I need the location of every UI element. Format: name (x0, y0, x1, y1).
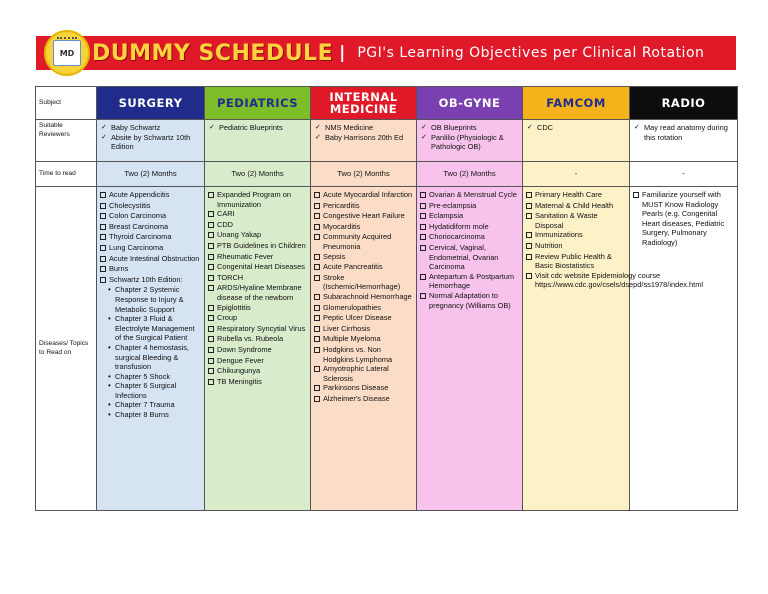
md-notebook-logo (44, 30, 90, 76)
reviewer-text: Absite by Schwartz 10th Edition (111, 132, 191, 152)
topic-item (314, 334, 413, 345)
topic-item (420, 201, 519, 212)
page-subtitle: PGI's Learning Objectives per Clinical Rotation (357, 45, 705, 61)
checkbox-icon (314, 222, 323, 233)
topic-text: TORCH (217, 272, 244, 282)
topic-text: Multiple Myeloma (323, 334, 381, 344)
checkbox-icon (420, 272, 429, 291)
topic-text: Immunizations (535, 230, 583, 240)
topic-text: Rubella vs. Rubeola (217, 334, 284, 344)
reviewers-row-label: Suitable Reviewers (36, 120, 97, 162)
topic-text: Parkinsons Disease (323, 383, 389, 393)
checkmark-icon: ✓ (101, 123, 107, 131)
internal-medicine-reviewers (311, 120, 417, 162)
topic-item (100, 264, 201, 275)
topic-text: Cholecystitis (109, 200, 151, 210)
checkbox-icon (314, 364, 323, 383)
topic-text: TB Meningitis (217, 376, 262, 386)
subtopic-item (100, 343, 201, 372)
header-famcom: FAMCOM (523, 87, 630, 120)
topic-item (208, 273, 307, 284)
checkbox-icon (526, 201, 535, 212)
bullet-icon: • (108, 381, 111, 391)
topic-item (526, 190, 626, 201)
topic-text: Subarachnoid Hemorrhage (323, 291, 412, 301)
bullet-icon: • (108, 285, 111, 295)
topic-item (420, 211, 519, 222)
topic-item (100, 254, 201, 265)
topic-text: Schwartz 10th Edition: (109, 274, 183, 284)
topic-item (314, 190, 413, 201)
topic-item (314, 303, 413, 314)
checkmark-icon: ✓ (101, 132, 107, 141)
checkbox-icon (420, 232, 429, 243)
topic-text: Amyotrophic Lateral Sclerosis (323, 364, 389, 383)
topic-item (420, 291, 519, 310)
reviewer-text: Baby Harrisons 20th Ed (325, 132, 404, 142)
reviewer-item (315, 133, 413, 143)
checkbox-icon (208, 356, 217, 367)
checkbox-icon (314, 232, 323, 251)
topic-text: Review Public Health & Basic Biostatistics (535, 251, 612, 271)
topic-item (208, 366, 307, 377)
topic-item (208, 334, 307, 345)
topic-item (208, 241, 307, 252)
checkbox-icon (420, 243, 429, 272)
checkbox-icon (208, 303, 217, 314)
checkbox-icon (420, 201, 429, 212)
topic-item (208, 303, 307, 314)
checkbox-icon (100, 264, 109, 275)
topic-text: PTB Guidelines in Children (217, 240, 306, 250)
topic-text: Stroke (Ischemic/Hemorrhage) (323, 272, 401, 292)
topic-text: Nutrition (535, 240, 563, 250)
checkbox-icon (526, 241, 535, 252)
topic-item (314, 394, 413, 405)
checkbox-icon (208, 283, 217, 302)
ob-gyne-time: Two (2) Months (417, 162, 523, 187)
time-row (36, 162, 738, 187)
checkbox-icon (208, 209, 217, 220)
checkbox-icon (526, 230, 535, 241)
topic-text: Respiratory Syncytial Virus (217, 323, 306, 333)
topic-item (420, 243, 519, 272)
topic-text: CARI (217, 209, 235, 219)
checkbox-icon (314, 303, 323, 314)
logo-text: MD (59, 48, 75, 58)
checkbox-icon (208, 262, 217, 273)
topic-text: Colon Carcinoma (109, 211, 167, 221)
ob-gyne-topics (417, 187, 523, 511)
checkbox-icon (314, 334, 323, 345)
bullet-icon: • (108, 371, 111, 381)
subtopic-item (100, 381, 201, 400)
topic-text: Pre-eclampsia (429, 200, 477, 210)
checkbox-icon (100, 211, 109, 222)
topic-text: Antepartum & Postpartum Hemorrhage (429, 271, 515, 291)
topic-text: Maternal & Child Health (535, 200, 614, 210)
topic-item (208, 345, 307, 356)
internal-medicine-time: Two (2) Months (311, 162, 417, 187)
topic-item (526, 241, 626, 252)
topic-item (526, 211, 626, 230)
reviewer-item (209, 123, 307, 133)
topic-item (208, 262, 307, 273)
topic-text: Choriocarcinoma (429, 232, 485, 242)
topic-text: Primary Health Care (535, 190, 602, 199)
header-row (36, 87, 738, 120)
checkbox-icon (100, 201, 109, 212)
topic-item (100, 211, 201, 222)
topic-item (420, 272, 519, 291)
topic-text: Familiarize yourself with MUST Know Radiology Pearls (e.g. Congenital Heart diseases, Pediatric Surgery, Pulmonary Radiology) (642, 190, 725, 247)
topic-item (100, 222, 201, 233)
checkbox-icon (314, 324, 323, 335)
topic-item (100, 201, 201, 212)
topic-text: Community Acquired Pneumonia (323, 232, 392, 251)
topic-item (633, 190, 734, 248)
topic-text: Eclampsia (429, 211, 464, 221)
topic-item (314, 383, 413, 394)
checkbox-icon (526, 252, 535, 271)
reviewer-text: Panlilio (Physiologic & Pathologic OB) (431, 132, 504, 152)
topic-text: Rheumatic Fever (217, 251, 274, 261)
topics-row-label: Diseases/ Topics to Read on (36, 187, 97, 511)
ob-gyne-reviewers (417, 120, 523, 162)
surgery-time: Two (2) Months (97, 162, 205, 187)
famcom-time: - (523, 162, 630, 187)
topic-text: Down Syndrome (217, 344, 272, 354)
topic-text: Sepsis (323, 251, 346, 261)
bullet-icon: • (108, 314, 111, 324)
subtopic-text: Chapter 5 Shock (115, 371, 171, 381)
bullet-icon: • (108, 342, 111, 352)
checkbox-icon (314, 201, 323, 212)
topic-item (100, 275, 201, 286)
banner-title (92, 36, 704, 70)
checkbox-icon (526, 190, 535, 201)
topic-item (314, 345, 413, 364)
header-pediatrics: PEDIATRICS (205, 87, 311, 120)
checkbox-icon (100, 232, 109, 243)
topic-text: Acute Pancreatitis (323, 262, 383, 272)
checkbox-icon (100, 275, 109, 286)
topic-item (314, 252, 413, 263)
topic-item (526, 252, 626, 271)
checkmark-icon: ✓ (421, 132, 427, 141)
subtopic-text: Chapter 3 Fluid & Electrolyte Management of the Surgical Patient (115, 314, 195, 343)
topic-text: Myocarditis (323, 221, 361, 231)
topic-text: Pericarditis (323, 200, 360, 210)
checkbox-icon (208, 313, 217, 324)
reviewer-text: NMS Medicine (325, 123, 374, 132)
reviewer-item (421, 133, 519, 152)
checkbox-icon (314, 273, 323, 292)
checkbox-icon (633, 190, 642, 248)
reviewer-item (634, 123, 734, 142)
topic-text: Dengue Fever (217, 355, 264, 365)
checkbox-icon (208, 241, 217, 252)
topic-text: Cervical, Vaginal, Endometrial, Ovarian Carcinoma (429, 242, 499, 272)
topic-text: Congenital Heart Diseases (217, 262, 305, 272)
subtopic-item (100, 410, 201, 420)
topic-item (314, 201, 413, 212)
checkbox-icon (314, 252, 323, 263)
reviewer-text: Baby Schwartz (111, 123, 161, 132)
checkbox-icon (420, 291, 429, 310)
famcom-reviewers (523, 120, 630, 162)
topic-text: Sanitation & Waste Disposal (535, 211, 598, 230)
topic-text: Croup (217, 313, 238, 323)
topic-text: Normal Adaptation to pregnancy (Williams OB) (429, 290, 511, 310)
bullet-icon: • (108, 400, 111, 410)
reviewer-item (421, 123, 519, 133)
reviewer-text: Pediatric Blueprints (219, 123, 283, 132)
pediatrics-topics (205, 187, 311, 511)
subtopic-item (100, 314, 201, 343)
header-surgery: SURGERY (97, 87, 205, 120)
topic-item (100, 243, 201, 254)
topic-item (208, 252, 307, 263)
radio-topics (630, 187, 738, 511)
topics-row (36, 187, 738, 511)
checkbox-icon (208, 230, 217, 241)
topic-item (314, 292, 413, 303)
bullet-icon: • (108, 410, 111, 420)
topic-text: Hodgkins vs. Non Hodgkins Lymphoma (323, 344, 393, 364)
reviewers-row (36, 120, 738, 162)
topic-item (208, 377, 307, 388)
checkmark-icon: ✓ (315, 123, 321, 131)
topic-item (314, 324, 413, 335)
topic-item (420, 222, 519, 233)
topic-text: Chikungunya (217, 366, 261, 376)
page-banner (36, 28, 736, 78)
subtopic-text: Chapter 7 Trauma (115, 400, 175, 410)
topic-text: Expanded Program on Immunization (217, 190, 291, 209)
checkbox-icon (314, 262, 323, 273)
topic-text: ARDS/Hyaline Membrane disease of the newborn (217, 283, 302, 302)
subtopic-text: Chapter 6 Surgical Infections (115, 381, 177, 400)
checkbox-icon (526, 271, 535, 290)
topic-item (208, 283, 307, 302)
topic-item (208, 313, 307, 324)
subject-row-label: Subject (36, 87, 97, 120)
topic-text: Burns (109, 264, 129, 274)
checkbox-icon (208, 377, 217, 388)
reviewer-text: May read anatomy during this rotation (644, 123, 728, 142)
topic-text: Hydatidiform mole (429, 221, 489, 231)
checkbox-icon (420, 222, 429, 233)
checkbox-icon (100, 254, 109, 265)
topic-item (314, 313, 413, 324)
checkbox-icon (208, 345, 217, 356)
checkbox-icon (314, 345, 323, 364)
topic-text: Lung Carcinoma (109, 242, 164, 252)
subtopic-item (100, 372, 201, 382)
checkmark-icon: ✓ (634, 123, 640, 131)
checkbox-icon (314, 313, 323, 324)
topic-text: Liver Cirrhosis (323, 323, 371, 333)
checkbox-icon (314, 292, 323, 303)
checkbox-icon (208, 252, 217, 263)
page-title: DUMMY SCHEDULE (92, 40, 334, 66)
topic-item (100, 190, 201, 201)
surgery-topics (97, 187, 205, 511)
topic-item (314, 364, 413, 383)
checkbox-icon (100, 243, 109, 254)
checkbox-icon (526, 211, 535, 230)
radio-reviewers (630, 120, 738, 162)
topic-text: Alzheimer's Disease (323, 393, 390, 403)
topic-item (100, 232, 201, 243)
checkbox-icon (208, 324, 217, 335)
subtopic-item (100, 400, 201, 410)
topic-text: Peptic Ulcer Disease (323, 313, 392, 323)
checkmark-icon: ✓ (209, 123, 215, 131)
checkbox-icon (314, 211, 323, 222)
topic-item (314, 262, 413, 273)
topic-text: Breast Carcinoma (109, 221, 169, 231)
notebook-icon (53, 40, 81, 66)
checkbox-icon (208, 273, 217, 284)
pediatrics-reviewers (205, 120, 311, 162)
checkbox-icon (208, 220, 217, 231)
topic-text: Visit cdc website Epidemiology course https://www.cdc.gov/csels/dsepd/ss1978/index.html (535, 270, 704, 290)
topic-text: Epiglottitis (217, 302, 251, 312)
subtopic-text: Chapter 8 Burns (115, 410, 169, 420)
topic-item (208, 324, 307, 335)
reviewer-item (101, 133, 201, 152)
checkbox-icon (420, 190, 429, 201)
pediatrics-time: Two (2) Months (205, 162, 311, 187)
checkbox-icon (100, 190, 109, 201)
reviewer-item (315, 123, 413, 133)
topic-item (420, 232, 519, 243)
header-ob-gyne: OB-GYNE (417, 87, 523, 120)
checkmark-icon: ✓ (421, 123, 427, 131)
topic-item (208, 220, 307, 231)
title-separator: | (339, 43, 346, 63)
topic-item (420, 190, 519, 201)
topic-text: Unang Yakap (217, 230, 262, 240)
checkbox-icon (208, 334, 217, 345)
internal-medicine-topics (311, 187, 417, 511)
schedule-table (35, 86, 738, 511)
topic-item (314, 273, 413, 292)
topic-item (208, 190, 307, 209)
topic-text: Acute Appendicitis (109, 190, 170, 199)
radio-time: - (630, 162, 738, 187)
topic-text: Acute Myocardial Infarction (323, 190, 413, 199)
topic-item (526, 230, 626, 241)
checkbox-icon (100, 222, 109, 233)
topic-item (314, 211, 413, 222)
header-internal-medicine: INTERNAL MEDICINE (311, 87, 417, 120)
topic-text: Thyroid Carcinoma (109, 232, 172, 242)
reviewer-item (101, 123, 201, 133)
checkbox-icon (208, 190, 217, 209)
checkbox-icon (208, 366, 217, 377)
topic-text: Acute Intestinal Obstruction (109, 253, 200, 263)
topic-item (208, 209, 307, 220)
surgery-reviewers (97, 120, 205, 162)
subtopic-text: Chapter 2 Systemic Response to Injury & Metabolic Support (115, 285, 184, 314)
topic-item (208, 230, 307, 241)
topic-item (208, 356, 307, 367)
reviewer-text: CDC (537, 123, 554, 132)
topic-text: CDD (217, 219, 234, 229)
subtopic-text: Chapter 4 hemostasis, surgical Bleeding & transfusion (115, 342, 189, 372)
topic-text: Congestive Heart Failure (323, 211, 405, 221)
topic-item (314, 222, 413, 233)
topic-item (314, 232, 413, 251)
topic-text: Ovarian & Menstrual Cycle (429, 190, 517, 199)
topic-text: Glomerulopathies (323, 302, 381, 312)
checkmark-icon: ✓ (527, 123, 533, 131)
checkbox-icon (420, 211, 429, 222)
checkbox-icon (314, 394, 323, 405)
time-row-label: Time to read (36, 162, 97, 187)
topic-item (526, 270, 704, 290)
checkbox-icon (314, 190, 323, 201)
checkbox-icon (314, 383, 323, 394)
reviewer-item (527, 123, 626, 133)
subtopic-item (100, 285, 201, 314)
reviewer-text: OB Blueprints (431, 123, 477, 132)
header-radio: RADIO (630, 87, 738, 120)
checkmark-icon: ✓ (315, 132, 321, 141)
topic-item (526, 201, 626, 212)
